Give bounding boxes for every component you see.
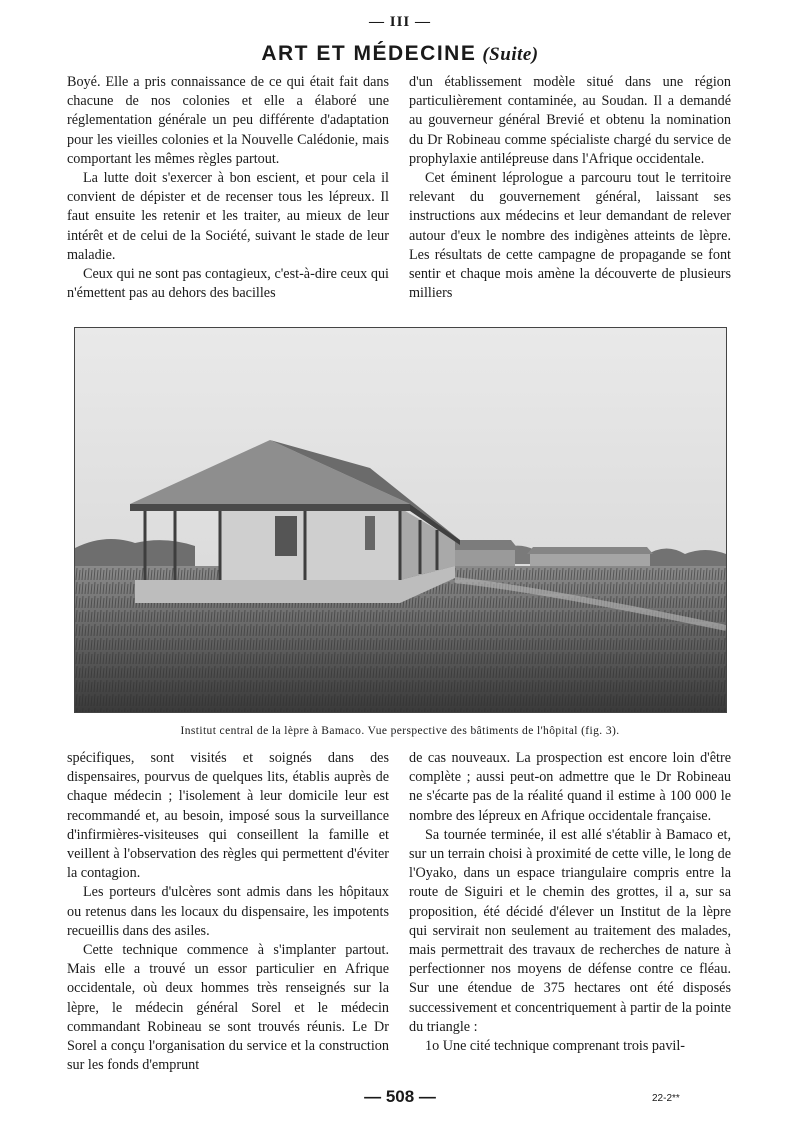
printer-signature: 22-2**	[652, 1093, 680, 1104]
figure-caption: Institut central de la lèpre à Bamaco. Vue perspective des bâtiments de l'hôpital (fig. 3).	[180, 725, 620, 737]
header-title: ART ET MÉDECINE	[261, 42, 477, 65]
hospital-photo	[74, 327, 727, 713]
paragraph: Cet éminent léprologue a parcouru tout le territoire relevant du gouvernement général, laissant ses instructions aux médecins et leur demandant de relever autour d'eux le nombre des indigènes atteints de lèpre. Les résultats de cette campagne de propagande se font sentir et chaque mois amène la découverte de plusieurs milliers	[409, 170, 731, 302]
paragraph: de cas nouveaux. La prospection est encore loin d'être complète ; aussi peut-on admettre que le Dr Robineau ne s'écarte pas de la réalité quand il estime à 100 000 le nombre des lépreux en Afrique occidentale française.	[409, 750, 731, 824]
column-bottom-right	[409, 749, 731, 1056]
paragraph: Ceux qui ne sont pas contagieux, c'est-à-dire ceux qui n'émettent pas au dehors des bacilles	[67, 266, 389, 302]
column-bottom-left	[67, 749, 389, 1075]
page-header	[0, 42, 800, 66]
header-suite: (Suite)	[482, 44, 539, 65]
paragraph: Cette technique commence à s'implanter partout. Mais elle a trouvé un essor particulier en Afrique occidentale, où deux hommes très renseignés sur la lèpre, le médecin général Sorel et le médecin commandant Robineau se sont trouvés réunis. Le Dr Sorel a conçu l'organisation du service et la construction sur les fonds d'emprunt	[67, 942, 389, 1074]
paragraph: Boyé. Elle a pris connaissance de ce qui était fait dans chacune de nos colonies et elle a élaboré une réglementation générale un peu différente d'adaptation pour les vieilles colonies et la Nouvelle Calédonie, mais comportant les mêmes règles partout.	[67, 74, 389, 167]
top-page-number: — III —	[368, 14, 431, 30]
column-top-left	[67, 73, 389, 303]
paragraph: spécifiques, sont visités et soignés dans des dispensaires, pourvus de quelques lits, établis auprès de chaque médecin ; l'isolement à leur domicile leur est recommandé et, au besoin, imposé sous la surveillance d'infirmières-visiteuses qui conseillent la famille et veillent à l'observation des règles qui permettent d'éviter la contagion.	[67, 750, 389, 882]
paragraph: La lutte doit s'exercer à bon escient, et pour cela il convient de dépister et de recenser tous les lépreux. Il faut ensuite les retenir et les traiter, au mieux de leur intérêt et de celui de la Société, suivant le stade de leur maladie.	[67, 170, 389, 263]
paragraph: Les porteurs d'ulcères sont admis dans les hôpitaux ou retenus dans les locaux du dispensaire, les impotents recueillis dans des asiles.	[67, 884, 389, 939]
hospital-photo-illustration	[75, 328, 726, 712]
paragraph: 1o Une cité technique comprenant trois pavil-	[425, 1038, 686, 1055]
paragraph: Sa tournée terminée, il est allé s'établir à Bamaco et, sur un terrain choisi à proximité de cette ville, le long de l'Oyako, dans un espace triangulaire compris entre la route de Siguiri et le chemin des grottes, il a, sur sa proposition, été décidé d'élever un Institut de la lèpre qui servirait non seulement au traitement des malades, mais permettrait des travaux de recherches de nature à perfectionner nos moyens de défense contre ce fléau. Sur une étendue de 375 hectares ont été disposés successivement et concentriquement à partir de la pointe du triangle :	[409, 826, 731, 1035]
column-top-right	[409, 73, 731, 303]
bottom-page-number: — 508 —	[364, 1087, 436, 1106]
paragraph: d'un établissement modèle situé dans une région particulièrement contaminée, au Soudan. Il a demandé au gouverneur général Brevié et obtenu la nomination du Dr Robineau comme spécialiste chargé du service de prophylaxie antilépreuse dans l'Afrique occidentale.	[409, 74, 731, 167]
